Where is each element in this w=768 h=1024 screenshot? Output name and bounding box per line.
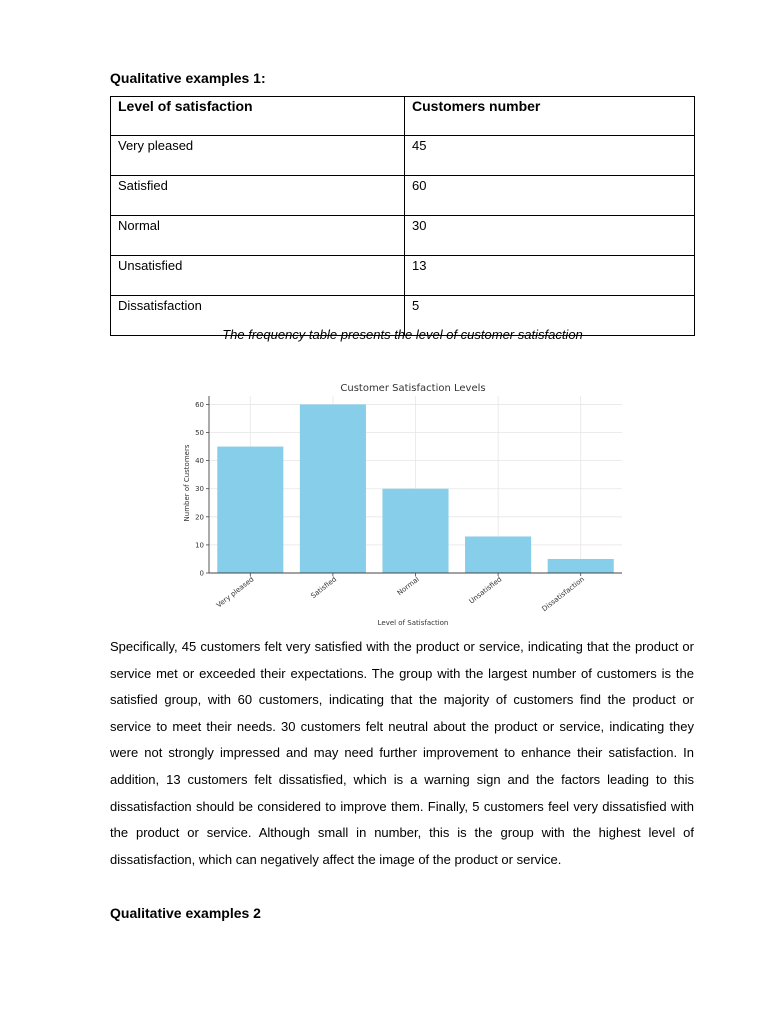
table-cell: 13 xyxy=(405,256,695,296)
x-tick-label: Unsatisfied xyxy=(467,575,504,606)
table-cell: Satisfied xyxy=(111,176,405,216)
bar xyxy=(465,536,531,573)
table-header-row xyxy=(111,97,695,136)
x-tick-label: Satisfied xyxy=(309,575,339,601)
y-tick-label: 0 xyxy=(199,569,204,578)
column-header: Level of satisfaction xyxy=(111,97,405,136)
column-header: Customers number xyxy=(405,97,695,136)
table-cell: 30 xyxy=(405,216,695,256)
body-paragraph: Specifically, 45 customers felt very satisfied with the product or service, indicating that the product or service met or exceeded their expectations. The group with the largest number of customers is the satisfied group, with 60 customers, indicating that the majority of customers find the product or service to meet their needs. 30 customers felt neutral about the product or service, indicating they were not strongly impressed and may need further improvement to enhance their satisfaction. In addition, 13 customers felt dissatisfied, which is a warning sign and the factors leading to this dissatisfaction should be considered to improve them. Finally, 5 customers feel very dissatisfied with the product or service. Although small in number, this is the group with the highest level of dissatisfaction, which can negatively affect the image of the product or service. xyxy=(110,639,694,867)
table-cell: 60 xyxy=(405,176,695,216)
bar xyxy=(300,404,366,573)
table-cell: Normal xyxy=(111,216,405,256)
table-cell: Unsatisfied xyxy=(111,256,405,296)
table-caption: The frequency table presents the level of customer satisfaction xyxy=(222,327,583,342)
x-axis-label: Level of Satisfaction xyxy=(377,619,449,627)
bar xyxy=(217,447,283,573)
x-tick-label: Normal xyxy=(395,575,421,598)
bar-chart xyxy=(176,376,636,632)
table-cell: Very pleased xyxy=(111,136,405,176)
table-cell: 45 xyxy=(405,136,695,176)
frequency-table xyxy=(110,96,695,336)
bar xyxy=(548,559,614,573)
table-row xyxy=(111,216,695,256)
y-tick-label: 20 xyxy=(195,513,204,522)
section-heading-1: Qualitative examples 1: xyxy=(110,70,266,86)
table-cell: Dissatisfaction xyxy=(111,296,405,336)
section-heading-2: Qualitative examples 2 xyxy=(110,905,261,921)
x-tick-label: Very pleased xyxy=(214,575,256,610)
y-axis-label: Number of Customers xyxy=(183,444,191,522)
table-row xyxy=(111,136,695,176)
table-cell: 5 xyxy=(405,296,695,336)
y-tick-label: 50 xyxy=(195,429,204,438)
table-row xyxy=(111,256,695,296)
y-tick-label: 10 xyxy=(195,541,204,550)
x-tick-label: Dissatisfaction xyxy=(540,575,586,614)
table-row xyxy=(111,176,695,216)
plot-area xyxy=(195,396,622,613)
chart-title: Customer Satisfaction Levels xyxy=(340,383,486,394)
bar xyxy=(382,489,448,573)
y-tick-label: 40 xyxy=(195,457,204,466)
y-tick-label: 60 xyxy=(195,400,204,409)
y-tick-label: 30 xyxy=(195,485,204,494)
